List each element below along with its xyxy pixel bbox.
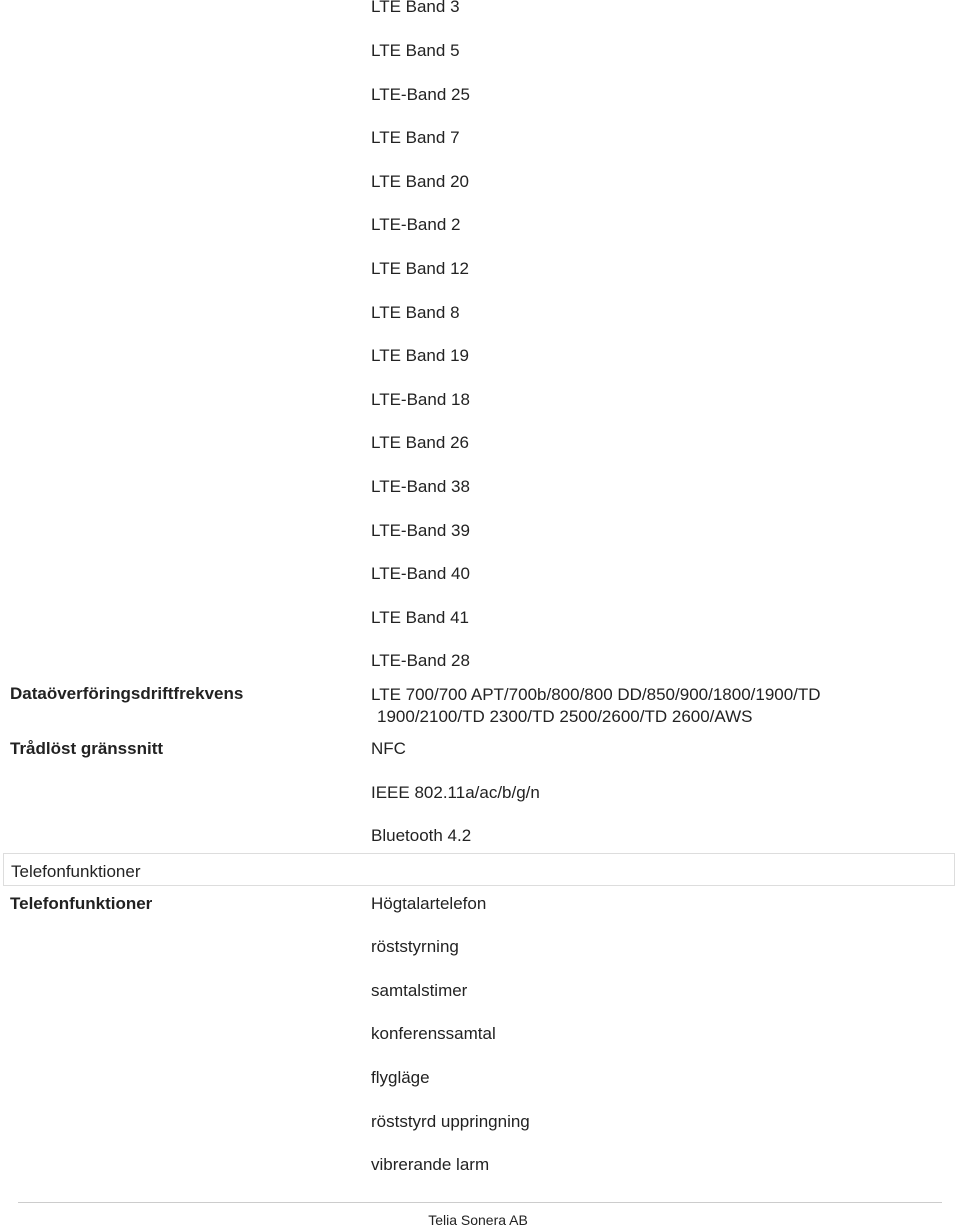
lte-band-item: LTE-Band 28 xyxy=(371,651,470,670)
footer-company: Telia Sonera AB xyxy=(428,1212,528,1228)
phone-function-item: röststyrning xyxy=(371,937,459,956)
section-title: Telefonfunktioner xyxy=(11,862,141,881)
footer-divider xyxy=(18,1202,942,1203)
lte-band-item: LTE-Band 2 xyxy=(371,215,461,234)
lte-band-item: LTE-Band 18 xyxy=(371,390,470,409)
phone-functions-label: Telefonfunktioner xyxy=(10,894,153,913)
wireless-value: Bluetooth 4.2 xyxy=(371,826,472,845)
wireless-value: NFC xyxy=(371,739,406,758)
lte-band-item: LTE-Band 38 xyxy=(371,477,470,496)
lte-band-item: LTE Band 41 xyxy=(371,608,469,627)
data-transfer-label: Dataöverföringsdriftfrekvens xyxy=(10,684,244,703)
phone-function-item: konferenssamtal xyxy=(371,1024,496,1043)
lte-band-item: LTE-Band 39 xyxy=(371,521,470,540)
lte-band-item: LTE Band 20 xyxy=(371,172,469,191)
lte-band-item: LTE Band 19 xyxy=(371,346,469,365)
wireless-label: Trådlöst gränssnitt xyxy=(10,739,164,758)
lte-band-item: LTE Band 8 xyxy=(371,303,460,322)
phone-function-item: röststyrd uppringning xyxy=(371,1112,530,1131)
lte-band-item: LTE-Band 25 xyxy=(371,85,470,104)
phone-function-item: flygläge xyxy=(371,1068,430,1087)
lte-band-item: LTE Band 3 xyxy=(371,0,460,16)
lte-band-item: LTE Band 26 xyxy=(371,433,469,452)
lte-band-item: LTE Band 5 xyxy=(371,41,460,60)
lte-band-item: LTE Band 7 xyxy=(371,128,460,147)
phone-function-item: vibrerande larm xyxy=(371,1155,490,1174)
data-transfer-value-line2: 1900/2100/TD 2300/TD 2500/2600/TD 2600/AWS xyxy=(377,707,753,726)
lte-band-item: LTE-Band 40 xyxy=(371,564,470,583)
phone-function-item: samtalstimer xyxy=(371,981,468,1000)
phone-function-item: Högtalartelefon xyxy=(371,894,487,913)
phone-functions-section-header xyxy=(3,853,955,886)
lte-band-item: LTE Band 12 xyxy=(371,259,469,278)
data-transfer-value-line1: LTE 700/700 APT/700b/800/800 DD/850/900/1800/1900/TD xyxy=(371,685,821,704)
wireless-value: IEEE 802.11a/ac/b/g/n xyxy=(371,783,540,802)
